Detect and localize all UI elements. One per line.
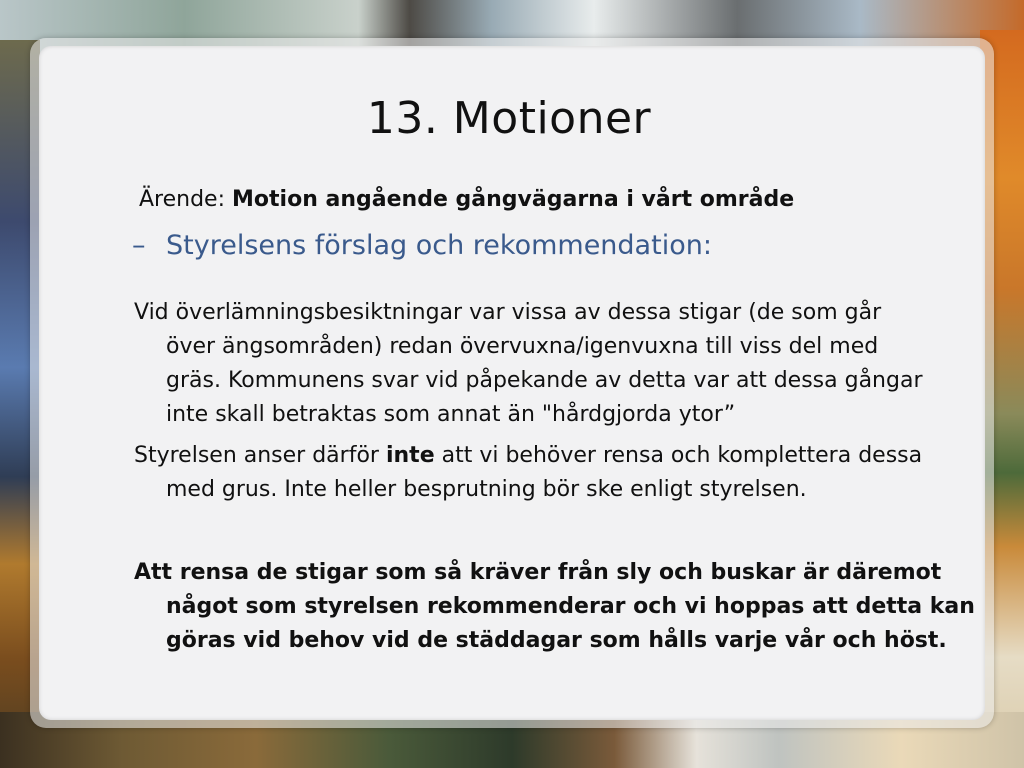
paragraph-2: [134, 439, 954, 507]
paragraph-3-line: något som styrelsen rekommenderar och vi hoppas att detta kan: [166, 594, 975, 619]
subheading-text: Styrelsens förslag och rekommendation:: [166, 230, 712, 261]
paragraph-2-text: Styrelsen anser därför: [134, 443, 379, 468]
paragraph-1-line: över ängsområden) redan övervuxna/igenvuxna till viss del med: [166, 334, 879, 359]
paragraph-2-text: att vi behöver rensa och komplettera dessa: [441, 443, 923, 468]
paragraph-1-line: Vid överlämningsbesiktningar var vissa av dessa stigar (de som går: [134, 300, 882, 325]
paragraph-2-line: [134, 439, 954, 473]
paragraph-1: [134, 296, 954, 432]
arende-subject: Motion angående gångvägarna i vårt område: [232, 187, 795, 212]
paragraph-3-line: Att rensa de stigar som så kräver från sly och buskar är däremot: [134, 560, 942, 585]
arende-prefix: Ärende:: [139, 187, 226, 212]
arende-line: [139, 187, 794, 212]
slide-title: 13. Motioner: [366, 93, 652, 144]
paragraph-3: [134, 556, 975, 658]
paragraph-1-line: gräs. Kommunens svar vid påpekande av detta var att dessa gångar: [166, 368, 923, 393]
subheading: [132, 230, 712, 261]
subheading-bullet: –: [132, 230, 146, 261]
paragraph-2-line: med grus. Inte heller besprutning bör ske enligt styrelsen.: [166, 477, 807, 502]
paragraph-3-line: göras vid behov vid de städdagar som hålls varje vår och höst.: [166, 628, 947, 653]
paragraph-2-emphasis: inte: [385, 443, 435, 468]
paragraph-1-line: inte skall betraktas som annat än "hårdgjorda ytor”: [166, 402, 736, 427]
